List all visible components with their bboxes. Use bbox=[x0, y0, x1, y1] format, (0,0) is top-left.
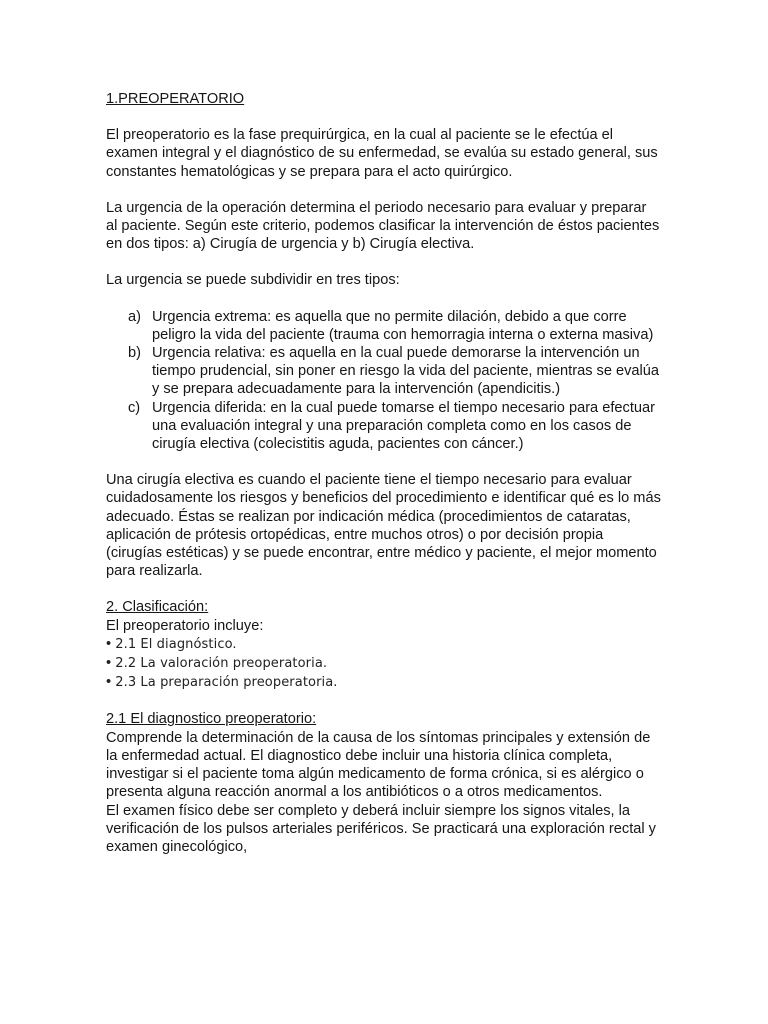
bullet-icon: • bbox=[106, 635, 112, 652]
paragraph-urgency: La urgencia de la operación determina el periodo necesario para evaluar y preparar al paciente. Según este criterio, podemos clasificar la intervención de éstos pacientes en dos tipos: a) Cirugía de urgencia y b) Cirugía electiva. bbox=[106, 199, 660, 253]
list-marker: b) bbox=[128, 345, 141, 362]
paragraph-cirugia-electiva: Una cirugía electiva es cuando el paciente tiene el tiempo necesario para evaluar cuidadosamente los riesgos y beneficios del procedimiento e identificar qué es lo más adecuado. Éstas se realizan por indicación médica (procedimientos de cataratas, aplicación de prótesis ortopédicas, entre muchos otros) o por decisión propia (cirugías estéticas) y se puede encontrar, entre médico y paciente, el mejor momento para realizarla. bbox=[106, 472, 661, 580]
bullet-icon: • bbox=[106, 655, 112, 672]
list-item-diagnostico bbox=[106, 635, 661, 654]
urgency-types-list bbox=[106, 308, 661, 454]
bullet-icon: • bbox=[106, 674, 112, 691]
paragraph-incluye: El preoperatorio incluye: bbox=[106, 617, 264, 634]
section-heading-diagnostico-preoperatorio: 2.1 El diagnostico preoperatorio: bbox=[106, 711, 317, 728]
list-item-urgencia-extrema bbox=[106, 308, 661, 344]
list-marker: c) bbox=[128, 399, 141, 416]
paragraph-examen-fisico: El examen físico debe ser completo y deberá incluir siempre los signos vitales, la verificación de los pulsos arteriales periféricos. Se practicará una exploración rectal y examen ginecológico, bbox=[106, 802, 656, 855]
list-item-text: Urgencia extrema: es aquella que no permite dilación, debido a que corre peligro la vida del paciente (trauma con hemorragia interna o externa masiva) bbox=[152, 308, 654, 343]
list-item-urgencia-diferida bbox=[106, 399, 661, 454]
list-item-valoracion bbox=[106, 654, 661, 673]
list-item-text: 2.2 La valoración preoperatoria. bbox=[115, 656, 328, 672]
list-item-preparacion bbox=[106, 673, 661, 692]
paragraph-diagnostico: Comprende la determinación de la causa de los síntomas principales y extensión de la enfermedad actual. El diagnostico debe incluir una historia clínica completa, investigar si el paciente toma algún medicamento de forma crónica, si es alérgico o presenta alguna reacción anormal a los antibióticos o a otros medicamentos. bbox=[106, 729, 651, 801]
classification-list bbox=[106, 635, 661, 693]
list-item-text: Urgencia relativa: es aquella en la cual puede demorarse la intervención un tiempo prudencial, sin poner en riesgo la vida del paciente, mientras se evalúa y se prepara adecuadamente para la intervención (apendicitis.) bbox=[152, 345, 660, 398]
section-heading-clasificacion: 2. Clasificación: bbox=[106, 599, 209, 616]
section-heading-preoperatorio: 1.PREOPERATORIO bbox=[106, 91, 245, 107]
list-item-text: Urgencia diferida: en la cual puede tomarse el tiempo necesario para efectuar una evaluación integral y una preparación completa como en los casos de cirugía electiva (colecistitis aguda, pacientes con cáncer.) bbox=[152, 399, 655, 453]
list-marker: a) bbox=[128, 308, 141, 325]
list-item-text: 2.1 El diagnóstico. bbox=[115, 636, 237, 652]
paragraph-subdivision: La urgencia se puede subdividir en tres tipos: bbox=[106, 272, 400, 289]
list-item-text: 2.3 La preparación preoperatoria. bbox=[115, 675, 338, 691]
paragraph-definition: El preoperatorio es la fase prequirúrgica, en la cual al paciente se le efectúa el examen integral y el diagnóstico de su enfermedad, se evalúa su estado general, sus constantes hematológicas y se prepara para el acto quirúrgico. bbox=[106, 127, 658, 180]
document-page bbox=[106, 90, 661, 856]
list-item-urgencia-relativa bbox=[106, 344, 661, 399]
